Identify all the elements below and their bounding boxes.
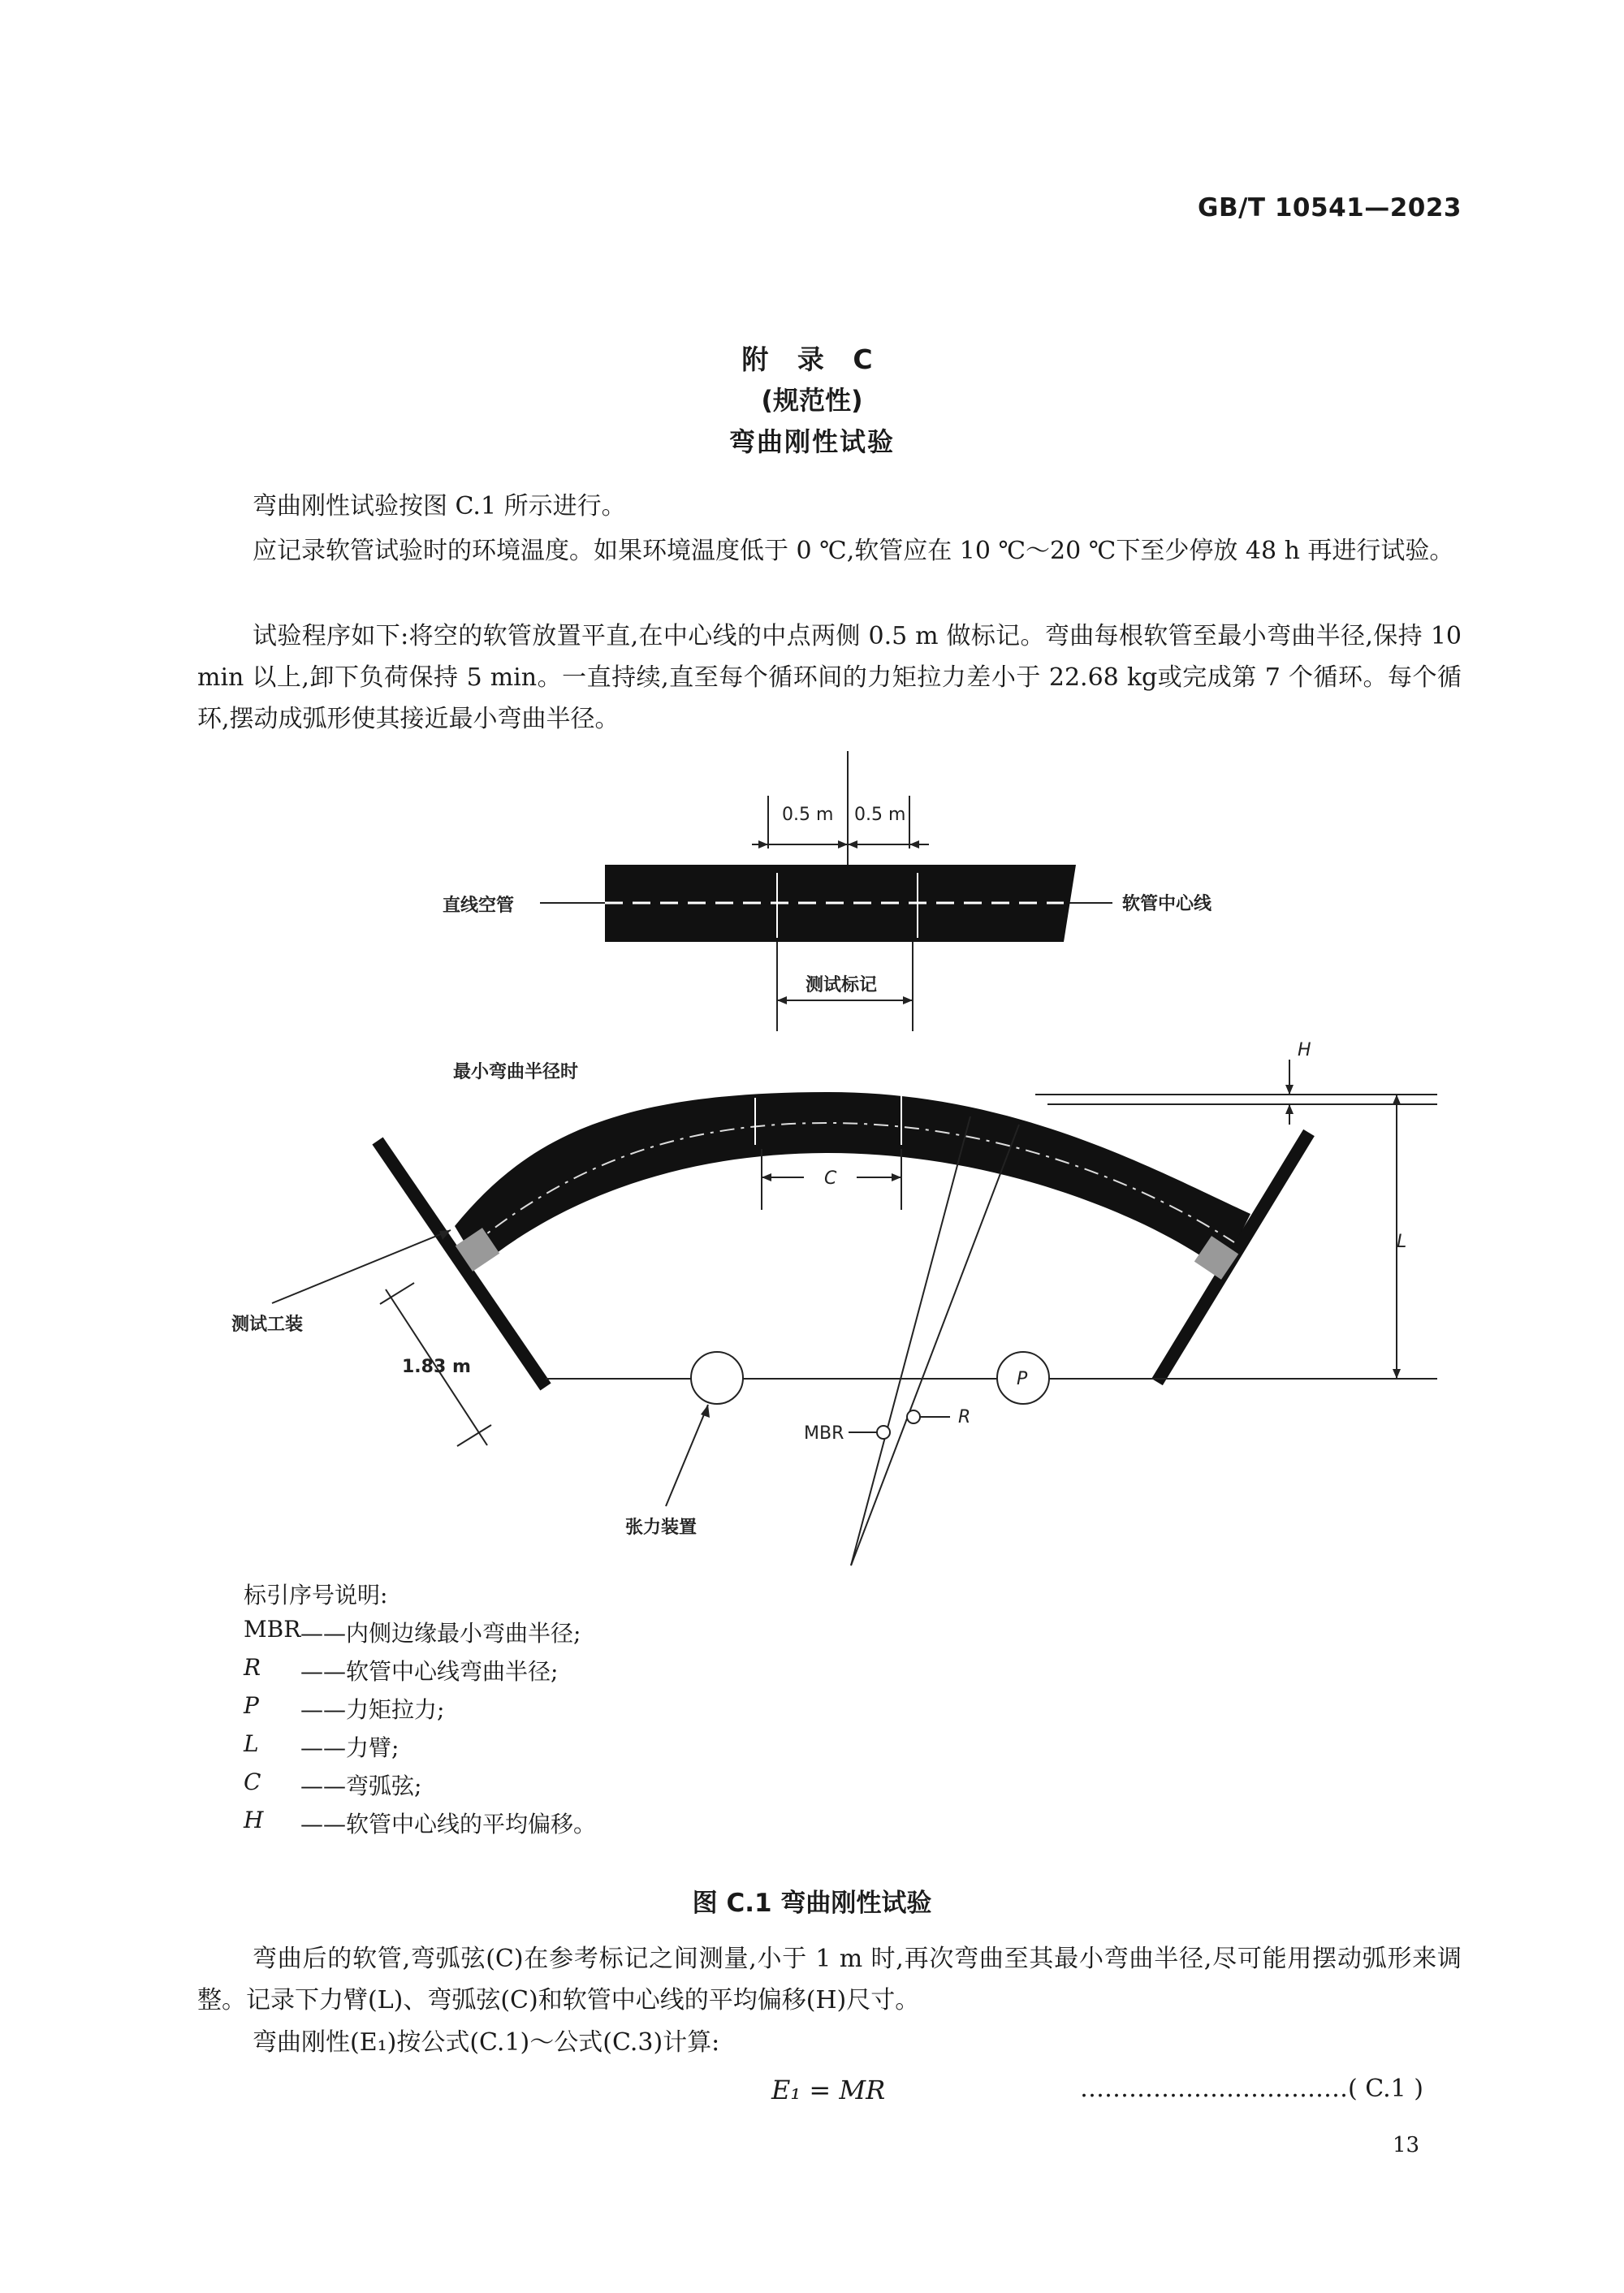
legend-item — [244, 1616, 581, 1648]
legend-key: H — [244, 1807, 264, 1833]
paragraph-intro: 弯曲刚性试验按图 C.1 所示进行。 — [253, 492, 626, 520]
legend-desc: ——内侧边缘最小弯曲半径; — [300, 1620, 581, 1647]
paragraph-calculation: 弯曲刚性(E₁)按公式(C.1)～公式(C.3)计算: — [253, 2028, 720, 2057]
bent-hose — [455, 1092, 1250, 1271]
page-number: 13 — [1393, 2133, 1420, 2157]
legend-desc: ——力臂; — [300, 1734, 400, 1761]
legend-desc: ——弯弧弦; — [300, 1773, 422, 1799]
mbr-point — [877, 1426, 890, 1439]
legend-title: 标引序号说明: — [244, 1582, 388, 1609]
r-point — [907, 1410, 920, 1423]
legend-key: R — [244, 1654, 261, 1681]
dim-left-label: 0.5 m — [782, 805, 834, 825]
distance-label: 1.83 m — [402, 1357, 471, 1377]
p-label: P — [1017, 1369, 1028, 1389]
bending-test-figure — [0, 747, 1624, 1575]
formula-expression: E₁ = MR — [771, 2075, 886, 2105]
c-label: C — [824, 1168, 837, 1189]
r-label: R — [958, 1407, 971, 1427]
legend-item — [244, 1692, 444, 1725]
legend-item — [244, 1654, 558, 1686]
fixture-label: 测试工装 — [231, 1315, 304, 1335]
legend-key: MBR — [244, 1616, 301, 1643]
paragraph-procedure: 试验程序如下:将空的软管放置平直,在中心线的中点两侧 0.5 m 做标记。弯曲每根软管至最小弯曲半径,保持 10 min 以上,卸下负荷保持 5 min。一直持续,直至每个循环间的力矩拉力差小于 22.68 kg或完成第 7 个循环。每个循环,摆动成弧形使其接近最小弯曲半径。 — [197, 622, 1462, 733]
appendix-type: (规范性) — [761, 385, 863, 416]
legend-key: L — [244, 1730, 259, 1757]
min-radius-label: 最小弯曲半径时 — [453, 1062, 579, 1082]
appendix-name: 弯曲刚性试验 — [728, 426, 895, 457]
legend-key: P — [244, 1692, 259, 1719]
straight-hose-label: 直线空管 — [443, 896, 515, 916]
tension-label: 张力装置 — [625, 1518, 698, 1538]
legend-desc: ——软管中心线弯曲半径; — [300, 1658, 559, 1685]
standard-code: GB/T 10541—2023 — [1198, 193, 1462, 222]
legend-desc: ——软管中心线的平均偏移。 — [300, 1811, 597, 1837]
legend-item — [244, 1730, 399, 1763]
figure-caption: 图 C.1 弯曲刚性试验 — [692, 1889, 932, 1918]
tension-pulley — [691, 1352, 743, 1404]
paragraph-temperature: 应记录软管试验时的环境温度。如果环境温度低于 0 ℃,软管应在 10 ℃～20 ℃下至少停放 48 h 再进行试验。 — [253, 537, 1454, 565]
mbr-label: MBR — [804, 1423, 844, 1444]
legend-item — [244, 1807, 596, 1839]
appendix-title: 附 录 C — [741, 343, 883, 375]
dim-right-label: 0.5 m — [854, 805, 906, 825]
l-label: L — [1397, 1232, 1407, 1252]
centerline-label: 软管中心线 — [1122, 894, 1212, 914]
paragraph-measurement: 弯曲后的软管,弯弧弦(C)在参考标记之间测量,小于 1 m 时,再次弯曲至其最小弯曲半径,尽可能用摆动弧形来调整。记录下力臂(L)、弯弧弦(C)和软管中心线的平均偏移(H)尺寸。 — [197, 1945, 1462, 2014]
test-mark-label: 测试标记 — [806, 975, 878, 995]
h-label: H — [1298, 1040, 1311, 1060]
legend-item — [244, 1768, 421, 1801]
legend-desc: ——力矩拉力; — [300, 1696, 445, 1723]
legend-key: C — [244, 1768, 261, 1795]
formula-number: ……………………………( C.1 ) — [1080, 2075, 1423, 2103]
